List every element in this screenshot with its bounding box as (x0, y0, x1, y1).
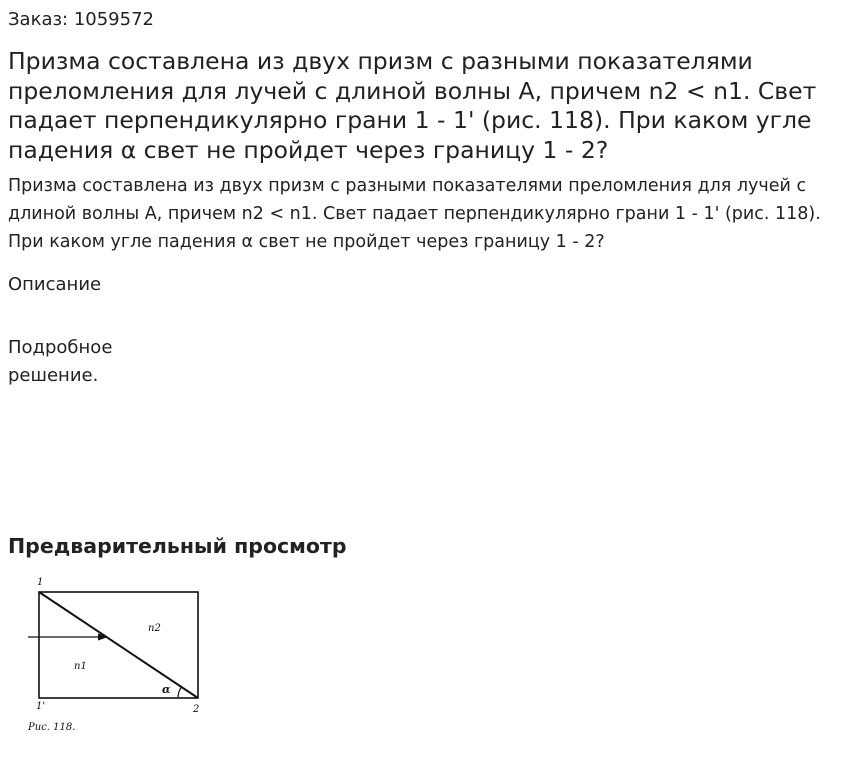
order-number: Заказ: 1059572 (8, 9, 154, 30)
label-corner-1: 1 (37, 577, 44, 588)
angle-arc (178, 687, 181, 698)
description-text: Подробное решение. (8, 337, 113, 386)
problem-title: Призма составлена из двух призм с разными показателями преломления для лучей с длиной волны A, причем n2 < n1. Свет падает перпендикулярно грани 1 - 1' (рис. 118). При каком угле падения α свет не пройдет через границу 1 - 2? (8, 47, 817, 164)
label-corner-2: 2 (193, 704, 200, 715)
label-corner-1-prime: 1' (36, 701, 46, 712)
figure-caption: Рис. 118. (28, 722, 76, 733)
boundary-line (39, 592, 198, 698)
label-n1: n1 (74, 661, 87, 672)
prism-diagram (22, 572, 212, 737)
problem-body: Призма составлена из двух призм с разными показателями преломления для лучей с длиной волны A, причем n2 < n1. Свет падает перпендикулярно грани 1 - 1' (рис. 118). При каком угле падения α свет не пройдет через границу 1 - 2? (8, 176, 821, 252)
description-label: Описание (8, 274, 102, 295)
label-alpha: α (162, 683, 171, 696)
preview-figure (22, 572, 212, 737)
label-n2: n2 (148, 623, 161, 634)
preview-heading: Предварительный просмотр (8, 534, 347, 558)
